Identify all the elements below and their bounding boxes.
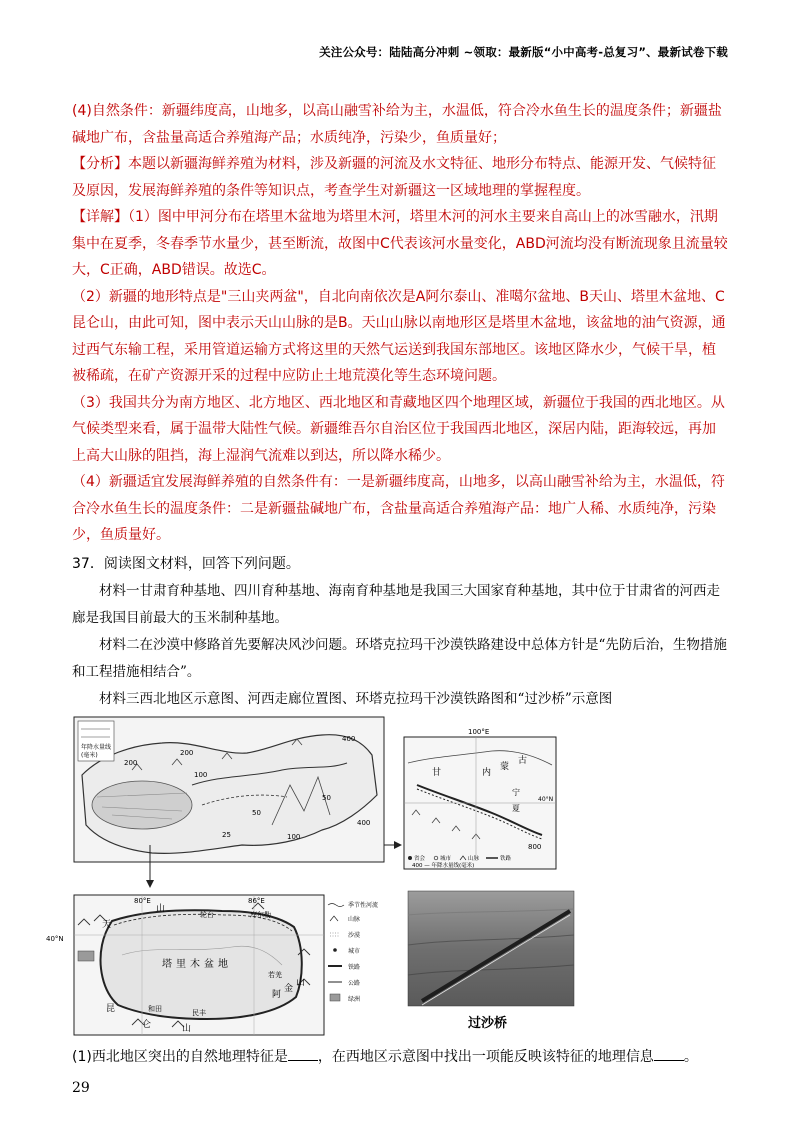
map2-legend-text: 城市 xyxy=(440,855,452,862)
map2-legend-text: 铁路 xyxy=(500,855,512,862)
latitude-label: 40°N xyxy=(46,934,64,943)
sand-bridge-photo xyxy=(408,891,574,1031)
longitude-label: 86°E xyxy=(248,896,265,905)
arrow-head xyxy=(394,841,402,849)
basin-label: 塔 xyxy=(162,958,172,970)
city-label: 民丰 xyxy=(192,1008,206,1017)
answer-blank[interactable] xyxy=(654,1046,684,1061)
mountain-label: 阿 xyxy=(272,989,282,1000)
region-label: 蒙 xyxy=(500,761,510,772)
basin-label: 地 xyxy=(218,958,228,970)
figure-svg xyxy=(46,715,728,1040)
mountain-label: 昆 xyxy=(106,1003,116,1014)
map3-legend-text: 公路 xyxy=(348,979,361,987)
isohyet-label: 400 xyxy=(342,734,356,743)
material-one: 材料一甘肃育种基地、四川育种基地、海南育种基地是我国三大国家育种基地，其中位于甘肃省的河西走廊是我国目前最大的玉米制种基地。 xyxy=(72,582,720,626)
map3-legend-text: 城市 xyxy=(348,947,361,955)
mountain-label: 天 xyxy=(102,919,112,930)
isohyet-label: 800 xyxy=(528,842,542,851)
materials-figure xyxy=(46,715,728,1040)
isohyet-label: 50 xyxy=(252,808,261,817)
basin-label: 里 xyxy=(176,958,186,970)
map3-legend-text: 山脉 xyxy=(348,915,361,923)
isohyet-label: 100 xyxy=(287,832,301,841)
analysis-paragraph: 【分析】本题以新疆海鲜养殖为材料，涉及新疆的河流及水文特征、地形分布特点、能源开发、气候特征及原因，发展海鲜养殖的条件等知识点，考查学生对新疆这一区域地理的掌握程度。 xyxy=(72,156,716,199)
isohyet-label: 200 xyxy=(180,748,194,757)
detail-paragraph: （4）新疆适宜发展海鲜养殖的自然条件有：一是新疆纬度高，山地多，以高山融雪补给为主，水温低，符合冷水鱼生长的温度条件：二是新疆盐碱地广布，含盐量高适合养殖海产品：地广人稀、水质纯净，污染少，鱼质量好。 xyxy=(72,474,725,543)
map3-legend-text: 季节性河流 xyxy=(348,901,379,909)
map3-legend-text: 沙漠 xyxy=(348,931,361,939)
mountain-label: 山 xyxy=(156,903,166,914)
material-three: 材料三西北地区示意图、河西走廊位置图、环塔克拉玛干沙漠铁路图和“过沙桥”示意图 xyxy=(99,690,613,707)
mountain-label: 山 xyxy=(296,977,306,988)
map1-legend-text: 年降水量线 xyxy=(81,743,112,751)
detail-paragraph: （3）我国共分为南方地区、北方地区、西北地区和青藏地区四个地理区域，新疆位于我国的西北地区。从气候类型来看，属于温带大陆性气候。新疆维吾尔自治区位于我国西北地区，深居内陆，距海较远，再加上高大山脉的阻挡，海上湿润气流难以到达，所以降水稀少。 xyxy=(72,394,725,464)
question-1-middle: ，在西地区示意图中找出一项能反映该特征的地理信息 xyxy=(317,1048,654,1065)
question-1 xyxy=(72,1044,728,1070)
region-label: 夏 xyxy=(512,803,520,813)
basin-label: 木 xyxy=(190,958,200,970)
longitude-label: 80°E xyxy=(134,896,151,905)
material-two: 材料二在沙漠中修路首先要解决风沙问题。环塔克拉玛干沙漠铁路建设中总体方针是“先防后治，生物措施和工程措施相结合”。 xyxy=(72,636,727,680)
region-label: 古 xyxy=(518,755,528,766)
map1-legend-text: (毫米) xyxy=(81,751,98,759)
map2-legend-text: 400 — 年降水量线(毫米) xyxy=(412,862,475,869)
map3-legend-text: 绿洲 xyxy=(348,995,361,1003)
mountain-label: 金 xyxy=(284,983,294,994)
question-1-suffix: 。 xyxy=(683,1048,698,1065)
city-label: 若羌 xyxy=(268,970,282,979)
northwest-region-map xyxy=(74,717,384,862)
isohyet-label: 50 xyxy=(322,793,331,802)
region-label: 甘 xyxy=(432,767,442,778)
hexi-corridor-map xyxy=(404,728,556,869)
answer-blank[interactable] xyxy=(288,1046,318,1061)
question-37-title: 37．阅读图文材料，回答下列问题。 xyxy=(72,555,300,572)
latitude-label: 40°N xyxy=(538,795,554,803)
map2-legend-text: 省会 xyxy=(414,855,426,862)
page-number: 29 xyxy=(72,1080,90,1096)
question-1-prefix: (1)西北地区突出的自然地理特征是 xyxy=(72,1048,288,1065)
photo-caption: 过沙桥 xyxy=(468,1015,508,1031)
taklimakan-railway-map xyxy=(46,895,378,1035)
arrow-head xyxy=(146,880,154,888)
isohyet-label: 200 xyxy=(124,758,138,767)
isohyet-label: 400 xyxy=(357,818,371,827)
page-content xyxy=(46,98,728,1070)
mountain-label: 山 xyxy=(182,1023,192,1034)
map2-legend-text: 山脉 xyxy=(468,855,480,862)
basin-label: 盆 xyxy=(204,958,214,970)
region-label: 内 xyxy=(482,767,492,778)
city-label: 和田 xyxy=(148,1004,162,1013)
city-label: 轮台 xyxy=(200,910,214,919)
map3-legend-text: 铁路 xyxy=(348,963,361,971)
detail-paragraph: （2）新疆的地形特点是"三山夹两盆"，自北向南依次是A阿尔泰山、准噶尔盆地、B天山、塔里木盆地、C昆仑山，由此可知，图中表示天山山脉的是B。天山山脉以南地形区是塔里木盆地，该盆地的油气资源，通过西气东输工程，采用管道运输方式将这里的天然气运送到我国东部地区。该地区降水少，气候干旱，植被稀疏，在矿产资源开采的过程中应防止土地荒漠化等生态环境问题。 xyxy=(72,288,726,384)
isohyet-label: 25 xyxy=(222,830,231,839)
mountain-label: 仑 xyxy=(142,1019,152,1030)
answer-paragraph: (4)自然条件：新疆纬度高，山地多，以高山融雪补给为主，水温低，符合冷水鱼生长的温度条件；新疆盐碱地广布，含盐量高适合养殖海产品；水质纯净，污染少，鱼质量好； xyxy=(72,103,722,146)
city-label: 库尔勒 xyxy=(250,910,271,919)
region-label: 宁 xyxy=(512,787,520,797)
page-header: 关注公众号：陆陆高分冲刺 ~领取：最新版“小中高考-总复习”、最新试卷下载 xyxy=(319,45,728,59)
isohyet-label: 100 xyxy=(194,770,208,779)
longitude-label: 100°E xyxy=(468,727,490,736)
detail-paragraph: 【详解】（1）图中甲河分布在塔里木盆地为塔里木河，塔里木河的河水主要来自高山上的冰雪融水，汛期集中在夏季，冬春季节水量少，甚至断流，故图中C代表该河水量变化，ABD河流均没有断流现象且流量较大，C正确，ABD错误。故选C。 xyxy=(72,209,728,278)
